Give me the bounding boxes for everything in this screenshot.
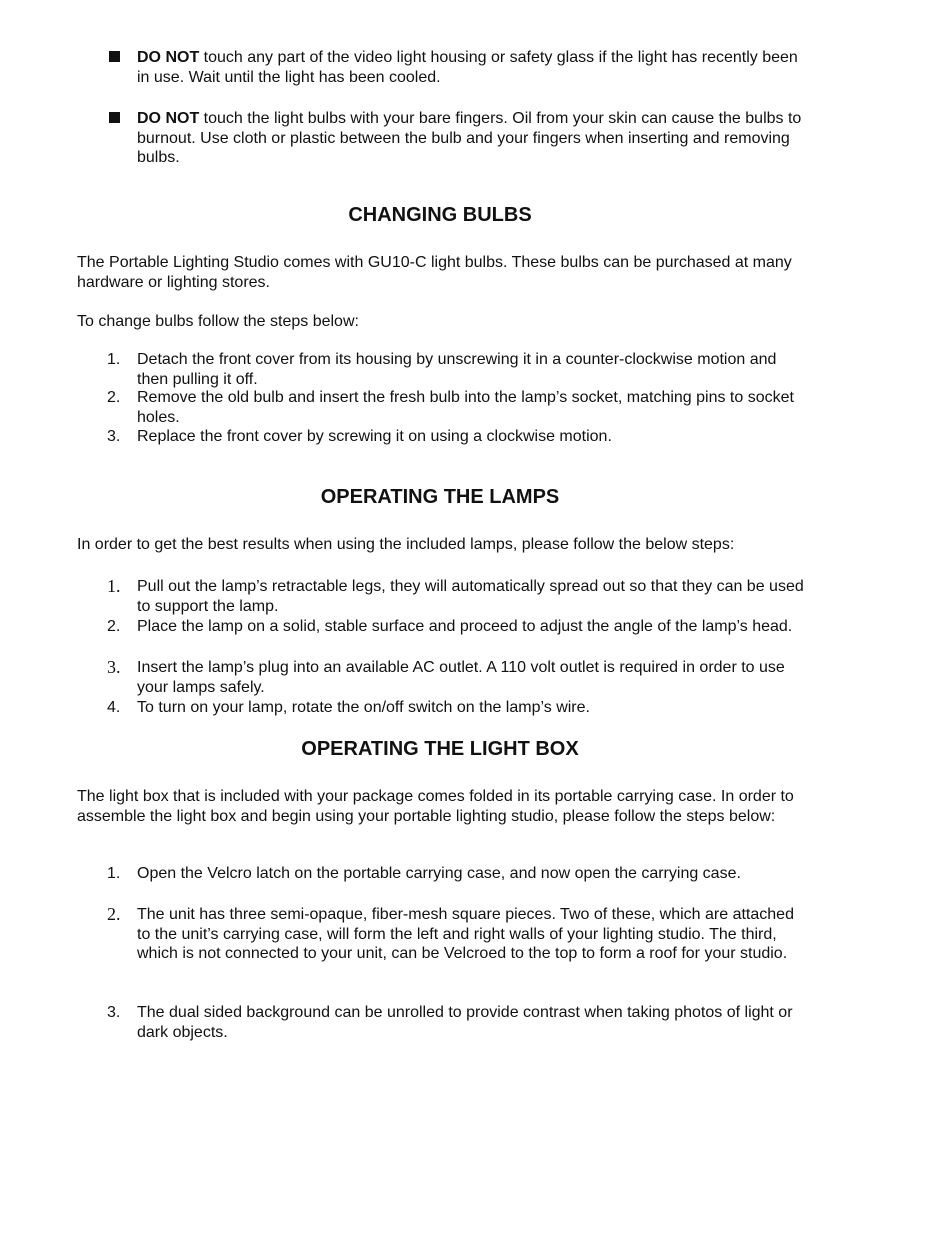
section-heading-operating-light-box: OPERATING THE LIGHT BOX [301, 738, 579, 760]
warning-item [107, 48, 807, 87]
section-heading-changing-bulbs: CHANGING BULBS [348, 204, 532, 226]
step-number: 3. [107, 657, 121, 677]
list-item [107, 577, 807, 616]
step-text: Pull out the lamp’s retractable legs, they will automatically spread out so that they can be used to support the lamp. [137, 578, 804, 615]
step-number: 3. [107, 428, 121, 445]
list-item [107, 658, 807, 697]
list-item [107, 905, 807, 964]
step-number: 2. [107, 904, 121, 924]
step-text: Insert the lamp’s plug into an available AC outlet. A 110 volt outlet is required in order to use your lamps safely. [137, 659, 785, 696]
bullet-square-icon [109, 51, 120, 62]
list-item [107, 427, 807, 447]
step-number: 3. [107, 1004, 121, 1021]
warning-item [107, 109, 807, 168]
bullet-square-icon [109, 112, 120, 123]
warning-text [137, 48, 807, 87]
operating-light-box-intro: The light box that is included with your package comes folded in its portable carrying case. In order to assemble the light box and begin using your portable lighting studio, please follow the steps below: [77, 788, 794, 825]
step-text: Open the Velcro latch on the portable carrying case, and now open the carrying case. [137, 865, 741, 882]
warning-bold: DO NOT [137, 49, 200, 66]
list-item [107, 388, 807, 427]
step-text: To turn on your lamp, rotate the on/off switch on the lamp’s wire. [137, 699, 590, 716]
step-number: 4. [107, 699, 121, 716]
changing-bulbs-intro: The Portable Lighting Studio comes with GU10-C light bulbs. These bulbs can be purchased at many hardware or lighting stores. [77, 254, 792, 291]
list-item [107, 864, 807, 884]
step-number: 1. [107, 576, 121, 596]
step-text: Place the lamp on a solid, stable surface and proceed to adjust the angle of the lamp’s head. [137, 618, 793, 635]
step-number: 2. [107, 618, 121, 635]
section-heading-operating-lamps: OPERATING THE LAMPS [320, 486, 560, 508]
list-item [107, 698, 807, 718]
step-text: The dual sided background can be unrolled to provide contrast when taking photos of light or dark objects. [137, 1004, 793, 1041]
step-number: 1. [107, 865, 121, 882]
changing-bulbs-lead: To change bulbs follow the steps below: [77, 313, 359, 330]
warning-text [137, 109, 807, 168]
warning-body: touch the light bulbs with your bare fingers. Oil from your skin can cause the bulbs to burnout. Use cloth or plastic between the bulb and your fingers when inserting and removing bulbs. [137, 110, 802, 166]
step-text: Remove the old bulb and insert the fresh bulb into the lamp’s socket, matching pins to socket holes. [137, 389, 794, 426]
list-item [107, 350, 807, 389]
operating-lamps-intro: In order to get the best results when using the included lamps, please follow the below steps: [77, 536, 735, 553]
step-text: Replace the front cover by screwing it on using a clockwise motion. [137, 428, 612, 445]
list-item [107, 1003, 807, 1042]
step-number: 1. [107, 351, 121, 368]
step-number: 2. [107, 389, 121, 406]
warning-bold: DO NOT [137, 110, 200, 127]
list-item [107, 617, 807, 637]
warning-body: touch any part of the video light housing or safety glass if the light has recently been in use. Wait until the light has been cooled. [137, 49, 798, 86]
step-text: Detach the front cover from its housing by unscrewing it in a counter-clockwise motion and then pulling it off. [137, 351, 777, 388]
step-text: The unit has three semi-opaque, fiber-mesh square pieces. Two of these, which are attached to the unit’s carrying case, will form the left and right walls of your lighting studio. The third, which is not connected to your unit, can be Velcroed to the top to form a roof for your studio. [137, 906, 794, 962]
